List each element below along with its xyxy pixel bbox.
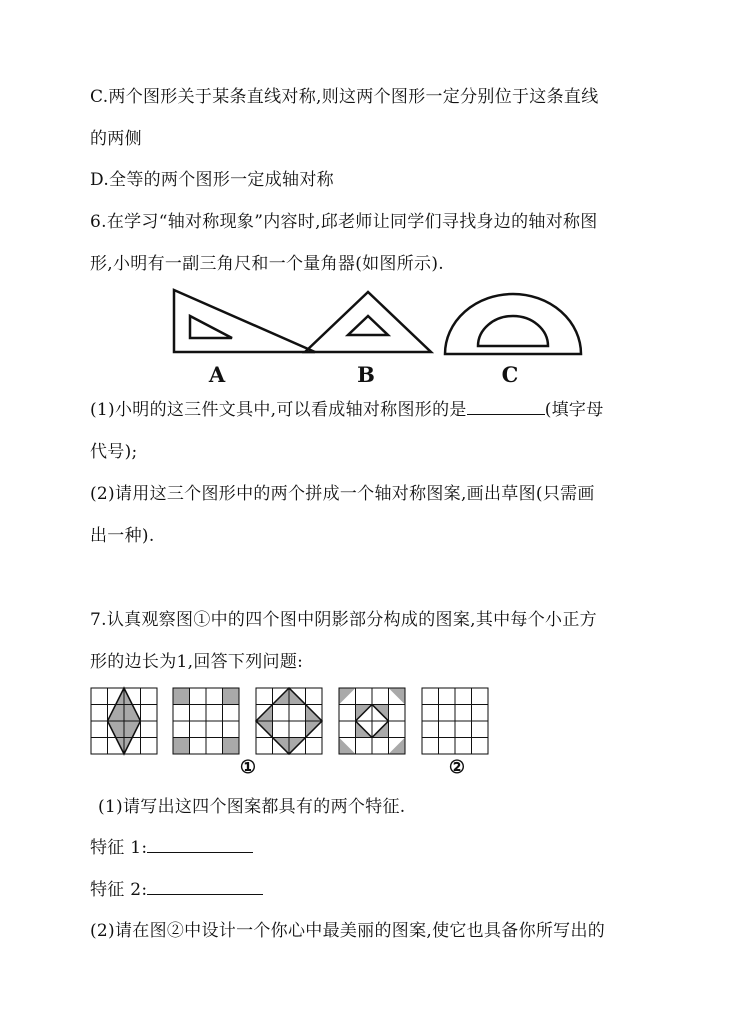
option-c-line-1: C.两个图形关于某条直线对称,则这两个图形一定分别位于这条直线 [90,87,599,107]
answer-blank-6-1[interactable] [467,400,545,415]
grid-label-1: ① [239,757,257,778]
question-6-part-1-hint: (填字母 [544,400,604,420]
question-6-part-1-text: (1)小明的这三件文具中,可以看成轴对称图形的是 [90,400,467,420]
grid-label-2: ② [448,757,466,778]
set-square-b-figure [303,290,433,354]
question-6-part-2-line-2: 出一种). [90,526,155,546]
question-6-line-1: 6.在学习“轴对称现象”内容时,邱老师让同学们寻找身边的轴对称图 [90,212,598,232]
feature-1-blank[interactable] [147,838,253,853]
feature-1-label: 特征 1: [90,838,148,858]
option-c-line-2: 的两侧 [90,129,142,149]
question-7-part-2: (2)请在图②中设计一个你心中最美丽的图案,使它也具备你所写出的 [90,921,606,941]
figure-label-a: A [208,362,226,387]
feature-2-line [90,880,263,900]
question-6-line-2: 形,小明有一副三角尺和一个量角器(如图所示). [90,254,444,274]
question-7-part-1: (1)请写出这四个图案都具有的两个特征. [98,797,406,817]
feature-2-blank[interactable] [147,880,263,895]
question-6-part-1 [90,400,604,420]
question-6-part-1-cont: 代号); [90,442,138,462]
protractor-c-figure [443,292,583,358]
feature-2-label: 特征 2: [90,880,148,900]
option-d: D.全等的两个图形一定成轴对称 [90,170,334,190]
question-7-line-1: 7.认真观察图①中的四个图中阴影部分构成的图案,其中每个小正方 [90,610,597,630]
question-7-line-2: 形的边长为1,回答下列问题: [90,652,304,672]
figure-label-c: C [501,362,519,387]
feature-1-line [90,838,253,858]
grid-pattern-2 [173,688,239,754]
question-6-part-2-line-1: (2)请用这三个图形中的两个拼成一个轴对称图案,画出草图(只需画 [90,484,595,504]
set-square-a-figure [172,288,317,354]
grid-pattern-4 [339,688,405,754]
blank-grid-2[interactable] [422,688,488,754]
grid-pattern-3 [256,688,322,754]
figure-label-b: B [357,362,375,387]
grid-pattern-1 [91,688,157,754]
